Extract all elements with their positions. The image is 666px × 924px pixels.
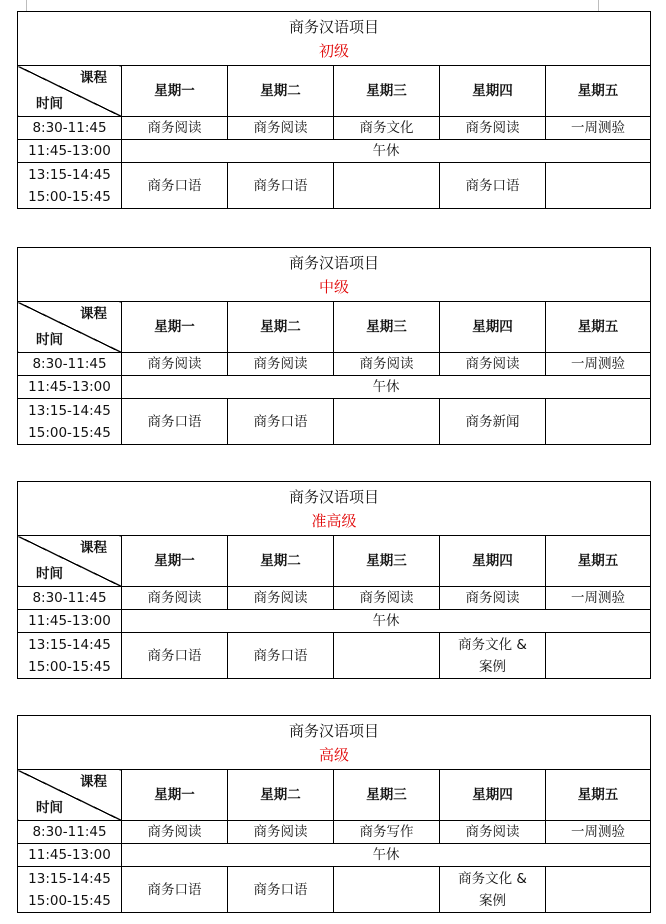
day-header: 星期一	[122, 66, 228, 117]
afternoon-time-2: 15:00-15:45	[28, 424, 111, 441]
course-cell: 商务口语	[122, 399, 228, 445]
title-cell	[18, 716, 651, 770]
day-header: 星期四	[440, 66, 546, 117]
course-cell	[334, 867, 440, 913]
title-cell	[18, 12, 651, 66]
day-header: 星期一	[122, 770, 228, 821]
course-line-2: 案例	[479, 658, 506, 675]
course-cell: 商务阅读	[228, 587, 334, 610]
lunch-break-cell: 午休	[122, 844, 651, 867]
course-cell: 一周测验	[546, 821, 651, 844]
day-header: 星期五	[546, 770, 651, 821]
break-time-cell: 11:45-13:00	[18, 610, 122, 633]
time-corner-label: 时间	[36, 96, 63, 112]
afternoon-time-2: 15:00-15:45	[28, 658, 111, 675]
title-cell	[18, 248, 651, 302]
course-cell: 商务阅读	[122, 587, 228, 610]
course-cell	[334, 633, 440, 679]
afternoon-time-cell	[18, 867, 122, 913]
course-cell: 商务新闻	[440, 399, 546, 445]
level-label: 中级	[319, 278, 350, 296]
course-corner-label: 课程	[80, 540, 107, 556]
morning-row	[18, 821, 651, 844]
course-cell: 一周测验	[546, 117, 651, 140]
day-header: 星期五	[546, 66, 651, 117]
course-cell: 商务阅读	[440, 821, 546, 844]
schedule-table	[17, 481, 651, 679]
morning-time-cell: 8:30-11:45	[18, 353, 122, 376]
title-row	[18, 12, 651, 66]
program-title: 商务汉语项目	[289, 722, 380, 740]
afternoon-time-cell	[18, 633, 122, 679]
course-line-2: 案例	[479, 892, 506, 909]
course-cell: 商务阅读	[440, 117, 546, 140]
course-line-1: 商务文化 &	[458, 636, 527, 653]
course-corner-label: 课程	[80, 70, 107, 86]
lunch-break-row	[18, 610, 651, 633]
day-header: 星期三	[334, 770, 440, 821]
course-cell: 商务阅读	[334, 587, 440, 610]
afternoon-time-2: 15:00-15:45	[28, 188, 111, 205]
break-time-cell: 11:45-13:00	[18, 844, 122, 867]
course-cell	[440, 867, 546, 913]
course-cell	[546, 633, 651, 679]
day-header: 星期二	[228, 536, 334, 587]
day-header: 星期三	[334, 302, 440, 353]
afternoon-row	[18, 867, 651, 913]
course-cell: 商务文化	[334, 117, 440, 140]
title-cell	[18, 482, 651, 536]
level-label: 高级	[319, 746, 350, 764]
afternoon-time-1: 13:15-14:45	[28, 870, 111, 887]
morning-time-cell: 8:30-11:45	[18, 587, 122, 610]
lunch-break-cell: 午休	[122, 610, 651, 633]
lunch-break-cell: 午休	[122, 376, 651, 399]
time-corner-label: 时间	[36, 332, 63, 348]
course-cell	[546, 399, 651, 445]
corner-header-cell	[18, 536, 122, 587]
schedule-table	[17, 247, 651, 445]
course-cell	[546, 163, 651, 209]
day-header: 星期二	[228, 66, 334, 117]
course-cell: 商务写作	[334, 821, 440, 844]
day-header: 星期二	[228, 770, 334, 821]
day-header: 星期三	[334, 536, 440, 587]
course-cell: 商务口语	[122, 867, 228, 913]
day-header: 星期五	[546, 536, 651, 587]
morning-time-cell: 8:30-11:45	[18, 821, 122, 844]
day-header-row	[18, 302, 651, 353]
course-cell: 商务阅读	[228, 353, 334, 376]
day-header-row	[18, 66, 651, 117]
program-title: 商务汉语项目	[289, 488, 380, 506]
day-header: 星期二	[228, 302, 334, 353]
morning-row	[18, 117, 651, 140]
title-row	[18, 248, 651, 302]
course-cell: 商务阅读	[440, 353, 546, 376]
course-cell	[334, 163, 440, 209]
morning-time-cell: 8:30-11:45	[18, 117, 122, 140]
day-header: 星期四	[440, 770, 546, 821]
course-cell: 商务口语	[228, 867, 334, 913]
course-cell	[334, 399, 440, 445]
day-header: 星期四	[440, 536, 546, 587]
level-label: 初级	[319, 42, 350, 60]
course-cell: 商务阅读	[122, 353, 228, 376]
afternoon-time-1: 13:15-14:45	[28, 402, 111, 419]
day-header-row	[18, 536, 651, 587]
course-cell: 商务阅读	[122, 117, 228, 140]
day-header-row	[18, 770, 651, 821]
course-cell: 商务口语	[228, 163, 334, 209]
course-cell: 商务口语	[228, 399, 334, 445]
course-line-1: 商务文化 &	[458, 870, 527, 887]
course-cell: 商务口语	[228, 633, 334, 679]
course-cell: 商务阅读	[334, 353, 440, 376]
afternoon-time-1: 13:15-14:45	[28, 636, 111, 653]
course-corner-label: 课程	[80, 306, 107, 322]
course-corner-label: 课程	[80, 774, 107, 790]
afternoon-time-cell	[18, 399, 122, 445]
afternoon-time-2: 15:00-15:45	[28, 892, 111, 909]
title-row	[18, 482, 651, 536]
corner-header-cell	[18, 770, 122, 821]
title-row	[18, 716, 651, 770]
schedule-table	[17, 11, 651, 209]
corner-header-cell	[18, 302, 122, 353]
day-header: 星期三	[334, 66, 440, 117]
course-cell: 商务阅读	[228, 821, 334, 844]
lunch-break-row	[18, 140, 651, 163]
afternoon-time-cell	[18, 163, 122, 209]
program-title: 商务汉语项目	[289, 254, 380, 272]
course-cell: 商务口语	[122, 163, 228, 209]
course-cell: 商务阅读	[228, 117, 334, 140]
lunch-break-row	[18, 376, 651, 399]
corner-header-cell	[18, 66, 122, 117]
time-corner-label: 时间	[36, 566, 63, 582]
course-cell	[440, 633, 546, 679]
course-cell: 商务口语	[440, 163, 546, 209]
course-cell: 一周测验	[546, 587, 651, 610]
schedule-table	[17, 715, 651, 913]
day-header: 星期一	[122, 302, 228, 353]
afternoon-row	[18, 399, 651, 445]
course-cell: 商务阅读	[122, 821, 228, 844]
lunch-break-cell: 午休	[122, 140, 651, 163]
afternoon-row	[18, 633, 651, 679]
break-time-cell: 11:45-13:00	[18, 376, 122, 399]
morning-row	[18, 587, 651, 610]
program-title: 商务汉语项目	[289, 18, 380, 36]
afternoon-row	[18, 163, 651, 209]
course-cell: 商务阅读	[440, 587, 546, 610]
morning-row	[18, 353, 651, 376]
lunch-break-row	[18, 844, 651, 867]
break-time-cell: 11:45-13:00	[18, 140, 122, 163]
course-cell: 一周测验	[546, 353, 651, 376]
afternoon-time-1: 13:15-14:45	[28, 166, 111, 183]
course-cell	[546, 867, 651, 913]
course-cell: 商务口语	[122, 633, 228, 679]
time-corner-label: 时间	[36, 800, 63, 816]
day-header: 星期一	[122, 536, 228, 587]
level-label: 准高级	[311, 512, 357, 530]
day-header: 星期四	[440, 302, 546, 353]
day-header: 星期五	[546, 302, 651, 353]
